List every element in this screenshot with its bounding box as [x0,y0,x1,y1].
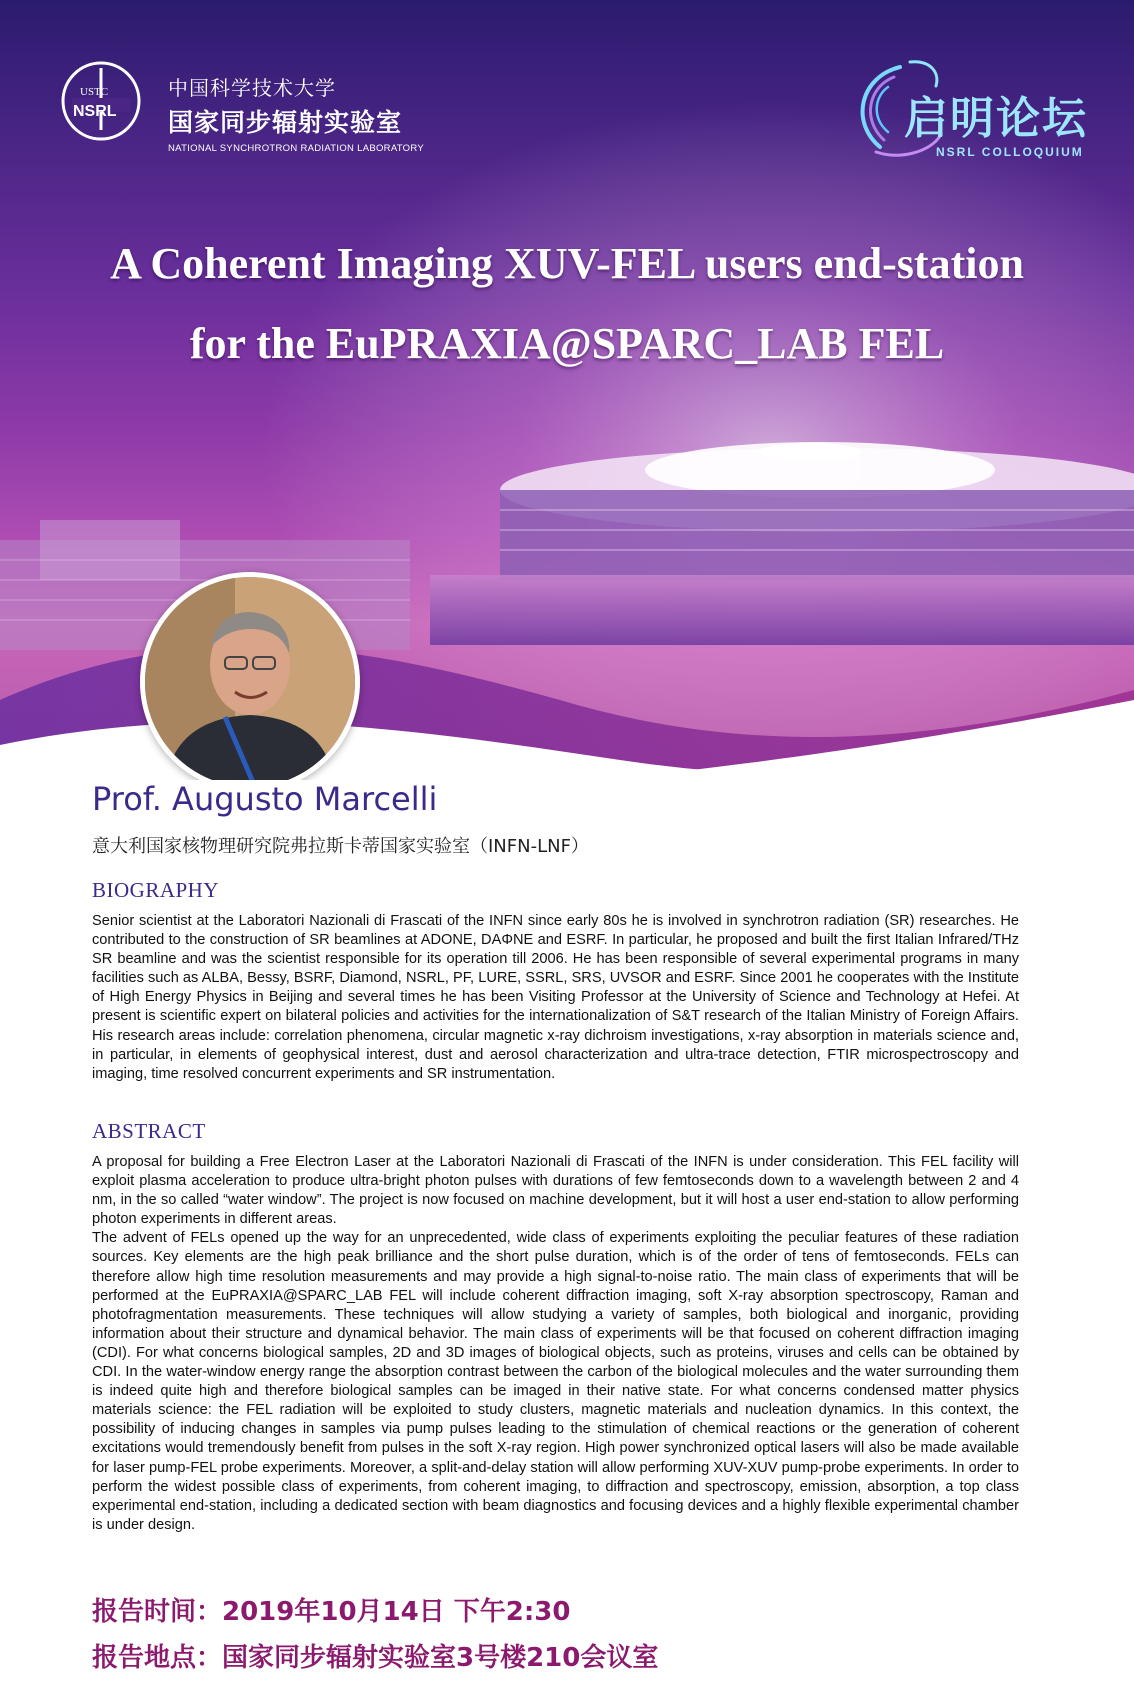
institute-cn-line1: 中国科学技术大学 [168,76,336,100]
colloquium-subtitle: NSRL COLLOQUIUM [936,145,1084,159]
abstract-paragraph-2: The advent of FELs opened up the way for an unprecedented, wide class of experiments exploiting the peculiar features of these radiation sources. Key elements are the high peak brilliance and the short pulse duration, which is of the order of tens of femtoseconds. FELs can therefore allow high time resolution measurements and may provide a high signal-to-noise ratio. The main class of experiments that will be performed at the EuPRAXIA@SPARC_LAB FEL will include coherent diffraction imaging, soft X-ray absorption spectroscopy, Raman and photofragmentation measurements. These techniques will allow studying a variety of samples, both biological and inorganic, providing information about their structure and dynamical behavior. The main class of experiments will be that focused on coherent diffraction imaging (CDI). For what concerns biological samples, 2D and 3D images of biological objects, such as proteins, viruses and cells can be obtained by CDI. In the water-window energy range the absorption contrast between the carbon of the biological molecules and the water surrounding them is indeed quite high and therefore biological samples can be imaged in their native state. For what concerns condensed matter physics materials science: the FEL radiation will be exploited to study clusters, magnetic materials and nucleation dynamics. In this context, the possibility of inducing changes in samples via pump pulses leading to the stimulation of chemical reactions or the generation of coherent excitations would tremendously benefit from pulses in the soft X-ray region. High power synchronized optical lasers will also be made available for laser pump-FEL probe experiments. Moreover, a split-and-delay station will allow performing XUV-XUV pump-probe experiments. In order to perform the widest possible class of experiments, from coherent imaging, to diffraction and spectroscopy, emission, absorption, a top class experimental end-station, including a dedicated section with beam diagnostics and focusing devices and a highly flexible experimental chamber is under design. [92,1230,1019,1533]
abstract-heading: ABSTRACT [92,1119,206,1143]
event-time: 报告时间：2019年10月14日 下午2:30 [92,1597,571,1627]
institute-en-line: NATIONAL SYNCHROTRON RADIATION LABORATORY [168,143,424,154]
hero-banner [0,0,1134,780]
logo-bottom-text: NSRL [73,103,117,120]
nsrl-logo-icon [60,60,142,142]
biography-paragraph: Senior scientist at the Laboratori Nazionali di Frascati of the INFN since early 80s he is involved in synchrotron radiation (SR) researches. He contributed to the construction of SR beamlines at ADONE, DAΦNE and ESRF. In particular, he proposed and built the first Italian Infrared/THz SR beamline and was the scientist responsible for its operation till 2006. He has been responsible of several experimental programs in many facilities such as ALBA, Bessy, BSRF, Diamond, NSRL, PF, LURE, SSRL, SRS, UVSOR and ESRF. Since 2001 he cooperates with the Institute of High Energy Physics in Beijing and several times he has been Visiting Professor at the University of Science and Technology at Hefei. At present is scientific expert on bilateral policies and activities for the internationalization of S&T research of the Italian Ministry of Foreign Affairs. His research areas include: correlation phenomena, circular magnetic x-ray dichroism investigations, x-ray absorption in materials science and, in particular, in elements of geophysical interest, dust and aerosol characterization and ultra-trace detection, FTIR microspectroscopy and imaging, time resolved concurrent experiments and SR instrumentation. [92,913,1019,1082]
speaker-name: Prof. Augusto Marcelli [92,780,438,818]
logo-top-text: USTC [80,86,109,98]
biography-heading: BIOGRAPHY [92,878,220,902]
speaker-affiliation: 意大利国家核物理研究院弗拉斯卡蒂国家实验室（INFN-LNF） [92,836,589,857]
abstract-text [92,1153,1019,1535]
speaker-portrait [140,572,360,780]
colloquium-title: 启明论坛 [904,93,1088,144]
event-place: 报告地点：国家同步辐射实验室3号楼210会议室 [92,1643,659,1673]
institute-cn-line2: 国家同步辐射实验室 [168,108,403,137]
biography-text [92,912,1019,1084]
abstract-paragraph-1: A proposal for building a Free Electron Laser at the Laboratori Nazionali di Frascati of the INFN is under consideration. This FEL facility will exploit plasma acceleration to produce ultra-bright photon pulses with durations of few femtoseconds down to a wavelength between 2 and 4 nm, in the so called “water window”. The project is now focused on machine development, but it will host a user end-station to allow performing photon experiments in different areas. [92,1154,1019,1228]
talk-title-line1: A Coherent Imaging XUV-FEL users end-station [110,239,1024,288]
institute-name [168,72,424,154]
talk-title-line2: for the EuPRAXIA@SPARC_LAB FEL [189,319,945,368]
